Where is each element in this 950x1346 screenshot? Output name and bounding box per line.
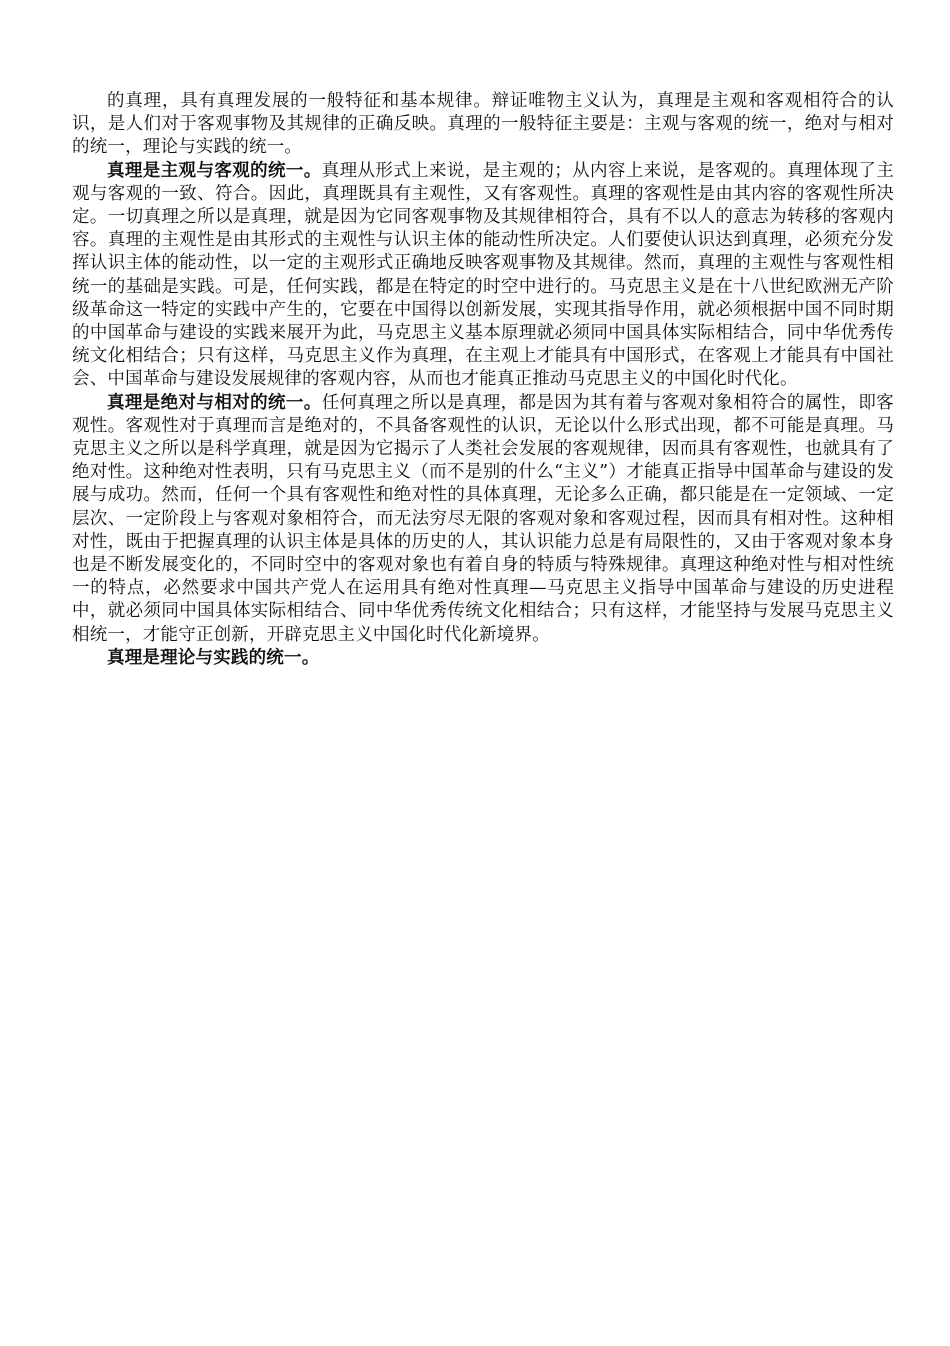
paragraph-text: 真理从形式上来说，是主观的；从内容上来说，是客观的。真理体现了主观与客观的一致、符合。因此，真理既具有主观性，又有客观性。真理的客观性是由其内容的客观性所决定。一切真理之所以是真理，就是因为它同客观事物及其规律相符合，具有不以人的意志为转移的客观内容。真理的主观性是由其形式的主观性与认识主体的能动性所决定。人们要使认识达到真理，必须充分发挥认识主体的能动性，以一定的主观形式正确地反映客观事物及其规律。然而，真理的主观性与客观性相统一的基础是实践。可是，任何实践，都是在特定的时空中进行的。马克思主义是在十八世纪欧洲无产阶级革命这一特定的实践中产生的，它要在中国得以创新发展，实现其指导作用，就必须根据中国不同时期的中国革命与建设的实践来展开为此，马克思主义基本原理就必须同中国具体实际相结合，同中华优秀传统文化相结合；只有这样，马克思主义作为真理，在主观上才能具有中国形式，在客观上才能具有中国社会、中国革命与建设发展规律的客观内容，从而也才能真正推动马克思主义的中国化时代化。: [72, 160, 894, 390]
paragraph-absolute-relative: [72, 392, 894, 647]
paragraph-theory-practice: [72, 647, 894, 670]
paragraph-intro: [72, 90, 894, 160]
document-body: [72, 90, 894, 670]
paragraph-heading: 真理是理论与实践的统一。: [107, 647, 320, 668]
paragraph-heading: 真理是绝对与相对的统一。: [107, 392, 322, 413]
paragraph-text: 任何真理之所以是真理，都是因为其有着与客观对象相符合的属性，即客观性。客观性对于真理而言是绝对的，不具备客观性的认识，无论以什么形式出现，都不可能是真理。马克思主义之所以是科学真理，就是因为它揭示了人类社会发展的客观规律，因而具有客观性，也就具有了绝对性。这种绝对性表明，只有马克思主义（而不是别的什么“主义”）才能真正指导中国革命与建设的发展与成功。然而，任何一个具有客观性和绝对性的具体真理，无论多么正确，都只能是在一定领域、一定层次、一定阶段上与客观对象相符合，而无法穷尽无限的客观对象和客观过程，因而具有相对性。这种相对性，既由于把握真理的认识主体是具体的历史的人，其认识能力总是有局限性的，又由于客观对象本身也是不断发展变化的，不同时空中的客观对象也有着自身的特质与特殊规律。真理这种绝对性与相对性统一的特点，必然要求中国共产党人在运用具有绝对性真理—马克思主义指导中国革命与建设的历史进程中，就必须同中国具体实际相结合、同中华优秀传统文化相结合；只有这样，才能坚持与发展马克思主义相统一，才能守正创新，开辟克思主义中国化时代化新境界。: [72, 392, 894, 645]
paragraph-text: 的真理，具有真理发展的一般特征和基本规律。辩证唯物主义认为，真理是主观和客观相符合的认识，是人们对于客观事物及其规律的正确反映。真理的一般特征主要是：主观与客观的统一，绝对与相对的统一，理论与实践的统一。: [72, 91, 894, 158]
paragraph-subjective-objective: [72, 160, 894, 392]
paragraph-heading: 真理是主观与客观的统一。: [107, 160, 322, 181]
